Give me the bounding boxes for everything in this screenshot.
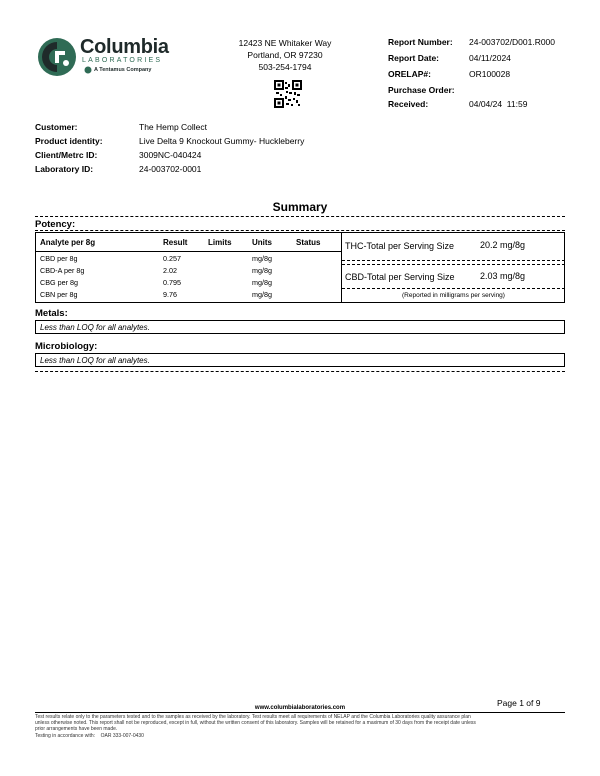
analyte-result: 9.76: [163, 290, 177, 299]
website-link[interactable]: www.columbialaboratories.com: [254, 705, 346, 711]
analyte-name: CBG per 8g: [40, 278, 78, 287]
disclaimer-line: prior arrangements have been made.: [35, 726, 118, 733]
report-number: 24-003702/D001.R000: [469, 37, 556, 47]
report-number-label: Report Number:: [388, 37, 453, 47]
tentamus-icon: [84, 66, 92, 74]
analyte-result: 0.795: [163, 278, 181, 287]
analyte-units: mg/8g: [252, 290, 272, 299]
page-number: Page 1 of 9: [497, 698, 541, 708]
orelap-number: OR100028: [469, 69, 511, 79]
disclaimer-line: Testing in accordance with: OAR 333-007-0430: [35, 732, 144, 739]
totals-divider: [342, 260, 565, 261]
report-date: 04/11/2024: [469, 53, 511, 63]
disclaimer-line: unless otherwise noted. This report shall not be reproduced, except in full, without the written consent of this laboratory. Samples will be retained for a maximum of 30 days from the receipt date unless: [35, 720, 476, 727]
metals-title: Metals:: [35, 308, 68, 319]
purchase-order-label: Purchase Order:: [388, 85, 455, 95]
qr-code-icon: [274, 80, 302, 108]
metals-result-box: [35, 320, 565, 334]
analyte-name: CBN per 8g: [40, 290, 78, 299]
serving-note: (Reported in milligrams per serving): [402, 292, 505, 299]
divider: [35, 230, 565, 231]
analyte-name: CBD-A per 8g: [40, 266, 85, 275]
analyte-result: 0.257: [163, 254, 181, 263]
received-date: 04/04/24 11:59: [469, 99, 528, 109]
analyte-result: 2.02: [163, 266, 177, 275]
logo-tagline: A Tentamus Company: [94, 67, 152, 73]
header-underline: [36, 251, 341, 252]
potency-title: Potency:: [35, 219, 76, 230]
product-label: Product identity:: [35, 136, 103, 146]
disclaimer-line: Test results relate only to the parameters tested and to the samples as received by the laboratory. Test results meet all requirements of NELAP and the Columbia Laboratories quality assurance plan: [35, 714, 471, 720]
microbiology-title: Microbiology:: [35, 341, 98, 352]
footer-rule: [35, 712, 565, 713]
logo-subtitle: LABORATORIES: [82, 57, 163, 64]
header-limits: Limits: [208, 238, 232, 247]
product-identity: Live Delta 9 Knockout Gummy- Huckleberry: [139, 136, 305, 146]
lab-id: 24-003702-0001: [139, 164, 202, 174]
thc-total-value: 20.2 mg/8g: [480, 240, 526, 250]
header-units: Units: [252, 238, 272, 247]
totals-divider: [342, 288, 565, 289]
received-label: Received:: [388, 99, 429, 109]
totals-divider: [342, 264, 565, 265]
analyte-units: mg/8g: [252, 266, 272, 275]
customer-label: Customer:: [35, 122, 78, 132]
lab-phone: 503-254-1794: [258, 62, 312, 72]
divider: [35, 371, 565, 372]
microbiology-result: Less than LOQ for all analytes.: [40, 356, 150, 365]
analyte-units: mg/8g: [252, 278, 272, 287]
client-id-label: Client/Metrc ID:: [35, 150, 98, 160]
footer-disclaimer: [35, 714, 565, 739]
analyte-name: CBD per 8g: [40, 254, 78, 263]
customer-name: The Hemp Collect: [139, 122, 208, 132]
cbd-total-value: 2.03 mg/8g: [480, 271, 526, 281]
columbia-logo-icon: [36, 36, 78, 78]
customer-info: [35, 122, 435, 178]
summary-title: Summary: [272, 200, 328, 214]
cbd-total-label: CBD-Total per Serving Size: [345, 272, 455, 282]
report-date-label: Report Date:: [388, 53, 440, 63]
header-analyte: Analyte per 8g: [40, 238, 96, 247]
orelap-label: ORELAP#:: [388, 69, 431, 79]
thc-total-label: THC-Total per Serving Size: [345, 241, 455, 251]
lab-street: 12423 NE Whitaker Way: [238, 38, 332, 48]
header-status: Status: [296, 238, 321, 247]
potency-table: [35, 232, 565, 303]
metals-result: Less than LOQ for all analytes.: [40, 323, 150, 332]
lab-address: [215, 37, 355, 73]
microbiology-result-box: [35, 353, 565, 367]
logo-name: Columbia: [80, 36, 169, 58]
company-logo: [36, 36, 176, 78]
header-result: Result: [163, 238, 188, 247]
qr-code: [274, 80, 302, 108]
client-id: 3009NC-040424: [139, 150, 202, 160]
lab-id-label: Laboratory ID:: [35, 164, 94, 174]
lab-city: Portland, OR 97230: [247, 50, 323, 60]
divider: [35, 216, 565, 217]
analyte-units: mg/8g: [252, 254, 272, 263]
